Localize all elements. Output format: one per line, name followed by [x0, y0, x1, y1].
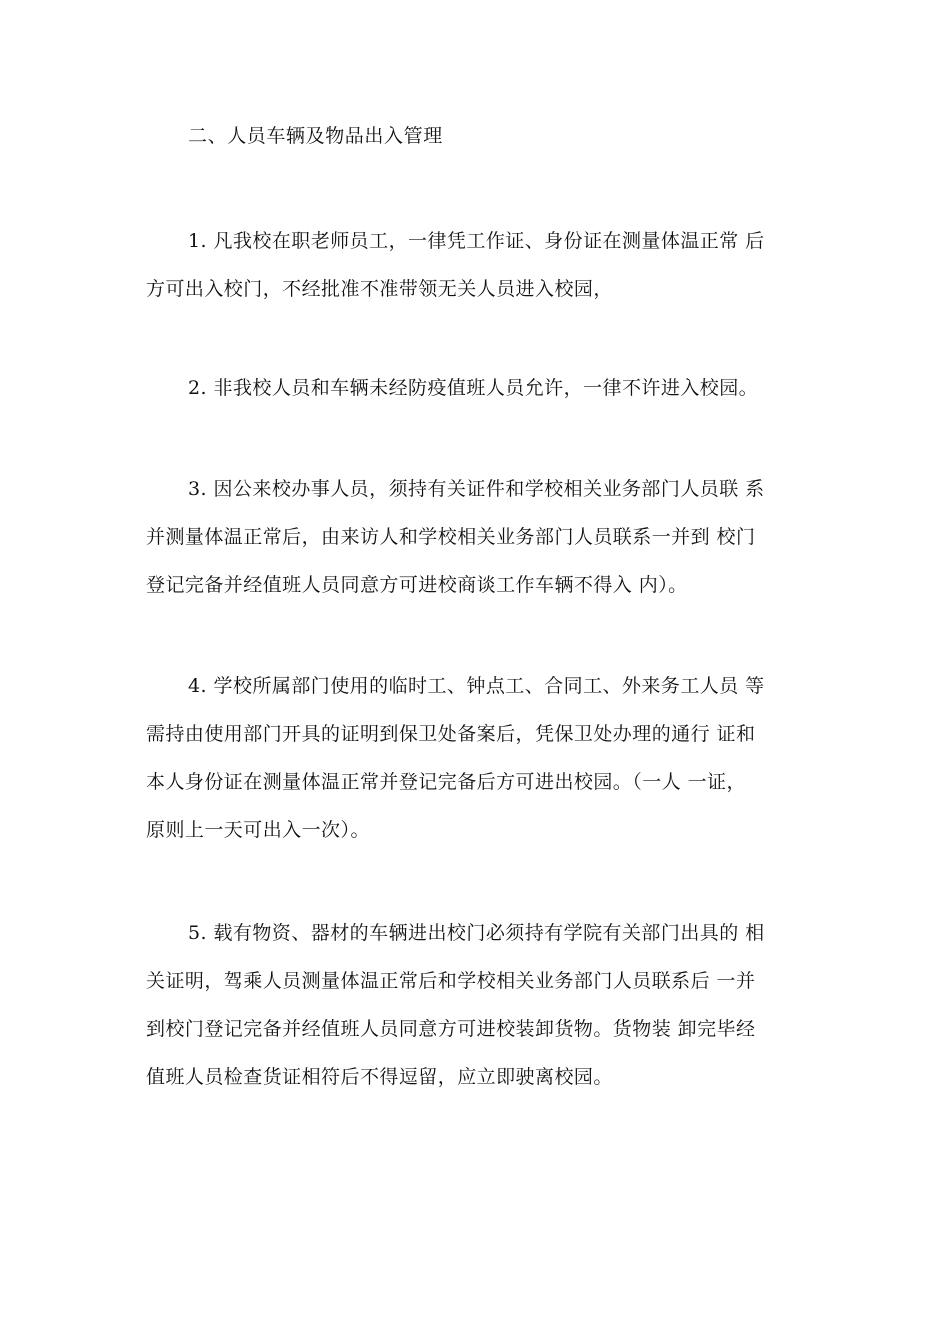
paragraph-1 — [146, 217, 830, 313]
paragraph-line: 需持由使用部门开具的证明到保卫处备案后，凭保卫处办理的通行 证和 — [146, 723, 756, 745]
paragraph-line: 本人身份证在测量体温正常并登记完备后方可进出校园。（一人 一证， — [146, 771, 746, 793]
paragraph-line: 1. 凡我校在职老师员工，一律凭工作证、身份证在测量体温正常 后 — [188, 230, 765, 252]
paragraph-line: 关证明，驾乘人员测量体温正常后和学校相关业务部门人员联系后 一并 — [146, 970, 756, 992]
paragraph-line: 2. 非我校人员和车辆未经防疫值班人员允许，一律不许进入校园。 — [188, 377, 759, 399]
paragraph-line: 并测量体温正常后，由来访人和学校相关业务部门人员联系一并到 校门 — [146, 526, 756, 548]
paragraph-line: 值班人员检查货证相符后不得逗留，应立即驶离校园。 — [146, 1066, 613, 1088]
paragraph-line: 方可出入校门，不经批准不准带领无关人员进入校园， — [146, 278, 613, 300]
paragraph-line: 3. 因公来校办事人员，须持有关证件和学校相关业务部门人员联 系 — [188, 478, 765, 500]
paragraph-2 — [146, 364, 830, 412]
paragraph-3 — [146, 465, 830, 609]
paragraph-line: 4. 学校所属部门使用的临时工、钟点工、合同工、外来务工人员 等 — [188, 675, 765, 697]
paragraph-4 — [146, 662, 830, 854]
paragraph-line: 到校门登记完备并经值班人员同意方可进校装卸货物。货物装 卸完毕经 — [146, 1018, 756, 1040]
paragraph-5 — [146, 909, 830, 1101]
section-heading: 二、人员车辆及物品出入管理 — [188, 125, 443, 147]
paragraph-line: 原则上一天可出入一次）。 — [146, 819, 370, 841]
paragraph-line: 5. 载有物资、器材的车辆进出校门必须持有学院有关部门出具的 相 — [188, 922, 765, 944]
paragraph-line: 登记完备并经值班人员同意方可进校商谈工作车辆不得入 内）。 — [146, 574, 688, 596]
